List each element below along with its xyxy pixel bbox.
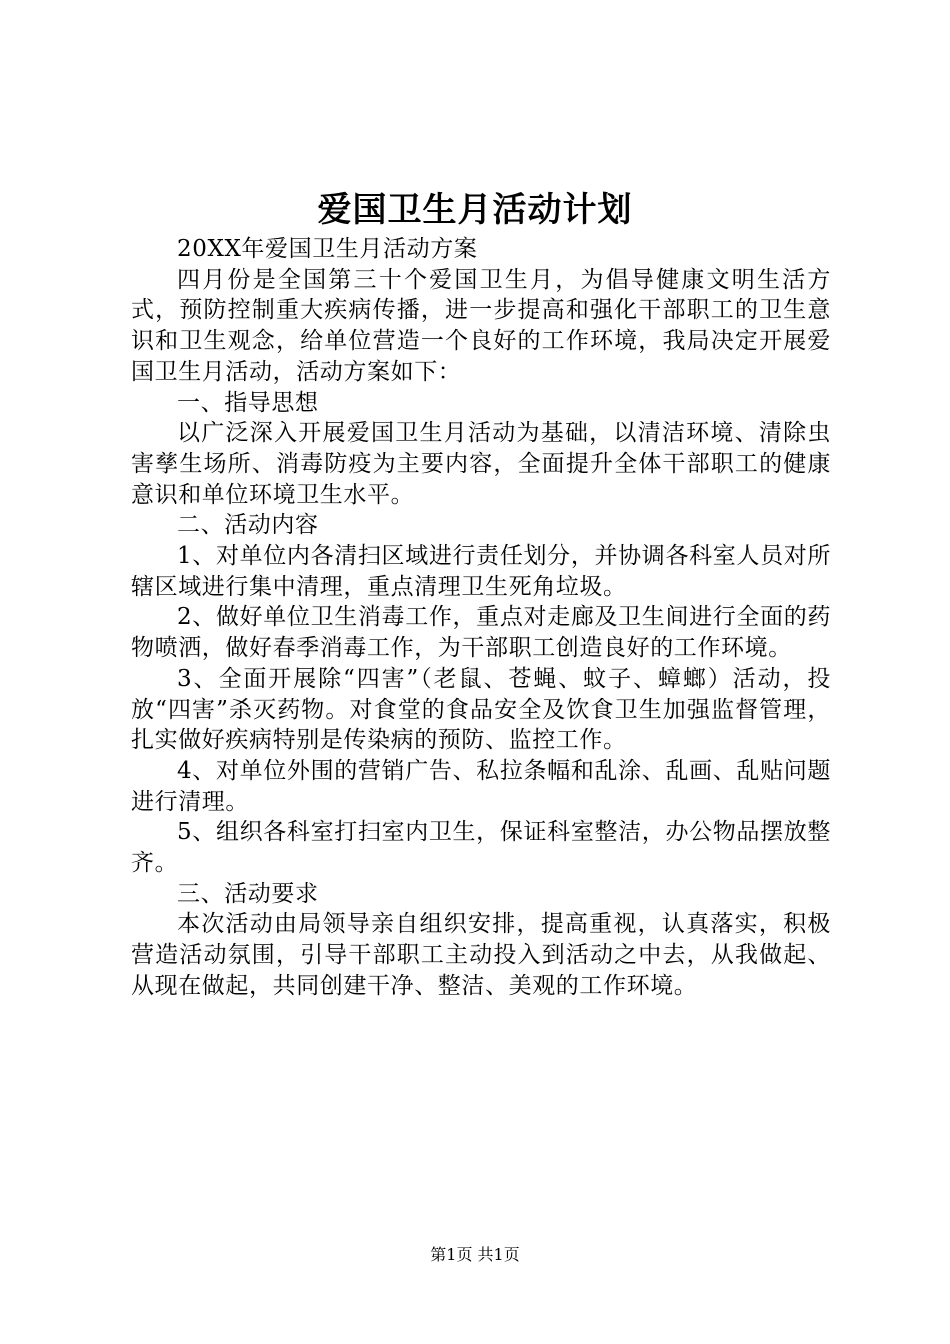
- section-heading-guiding-ideas: 一、指导思想: [177, 389, 319, 416]
- document-title: 爱国卫生月活动计划: [317, 190, 633, 230]
- paragraph-guiding-ideas: 以广泛深入开展爱国卫生月活动为基础，以清洁环境、清除虫害孳生场所、消毒防疫为主要内容，全面提升全体干部职工的健康意识和单位环境卫生水平。: [131, 420, 831, 508]
- section-heading-activity-requirements: 三、活动要求: [177, 880, 319, 907]
- paragraph-item-3: 3、全面开展除“四害”（老鼠、苍蝇、蚊子、蟑螂）活动，投放“四害”杀灭药物。对食堂的食品安全及饮食卫生加强监督管理，扎实做好疾病特别是传染病的预防、监控工作。: [131, 665, 831, 754]
- paragraph-item-1: 1、对单位内各清扫区域进行责任划分，并协调各科室人员对所辖区域进行集中清理，重点清理卫生死角垃圾。: [131, 543, 831, 600]
- paragraph-item-2: 2、做好单位卫生消毒工作，重点对走廊及卫生间进行全面的药物喷洒，做好春季消毒工作，为干部职工创造良好的工作环境。: [131, 604, 831, 662]
- paragraph-item-5: 5、组织各科室打扫室内卫生，保证科室整洁，办公物品摆放整齐。: [131, 819, 831, 877]
- paragraph-requirements: 本次活动由局领导亲自组织安排，提高重视，认真落实，积极营造活动氛围，引导干部职工主动投入到活动之中去，从我做起、从现在做起，共同创建干净、整洁、美观的工作环境。: [131, 911, 831, 999]
- document-body: [131, 234, 831, 1002]
- paragraph-intro: 四月份是全国第三十个爱国卫生月，为倡导健康文明生活方式，预防控制重大疾病传播，进一步提高和强化干部职工的卫生意识和卫生观念，给单位营造一个良好的工作环境，我局决定开展爱国卫生月活动，活动方案如下：: [131, 266, 831, 385]
- paragraph-item-4: 4、对单位外围的营销广告、私拉条幅和乱涂、乱画、乱贴问题进行清理。: [131, 757, 831, 815]
- paragraph-plan-name: 20XX年爱国卫生月活动方案: [177, 236, 478, 262]
- section-heading-activity-content: 二、活动内容: [177, 512, 319, 539]
- page-footer: 第1页 共1页: [430, 1245, 520, 1264]
